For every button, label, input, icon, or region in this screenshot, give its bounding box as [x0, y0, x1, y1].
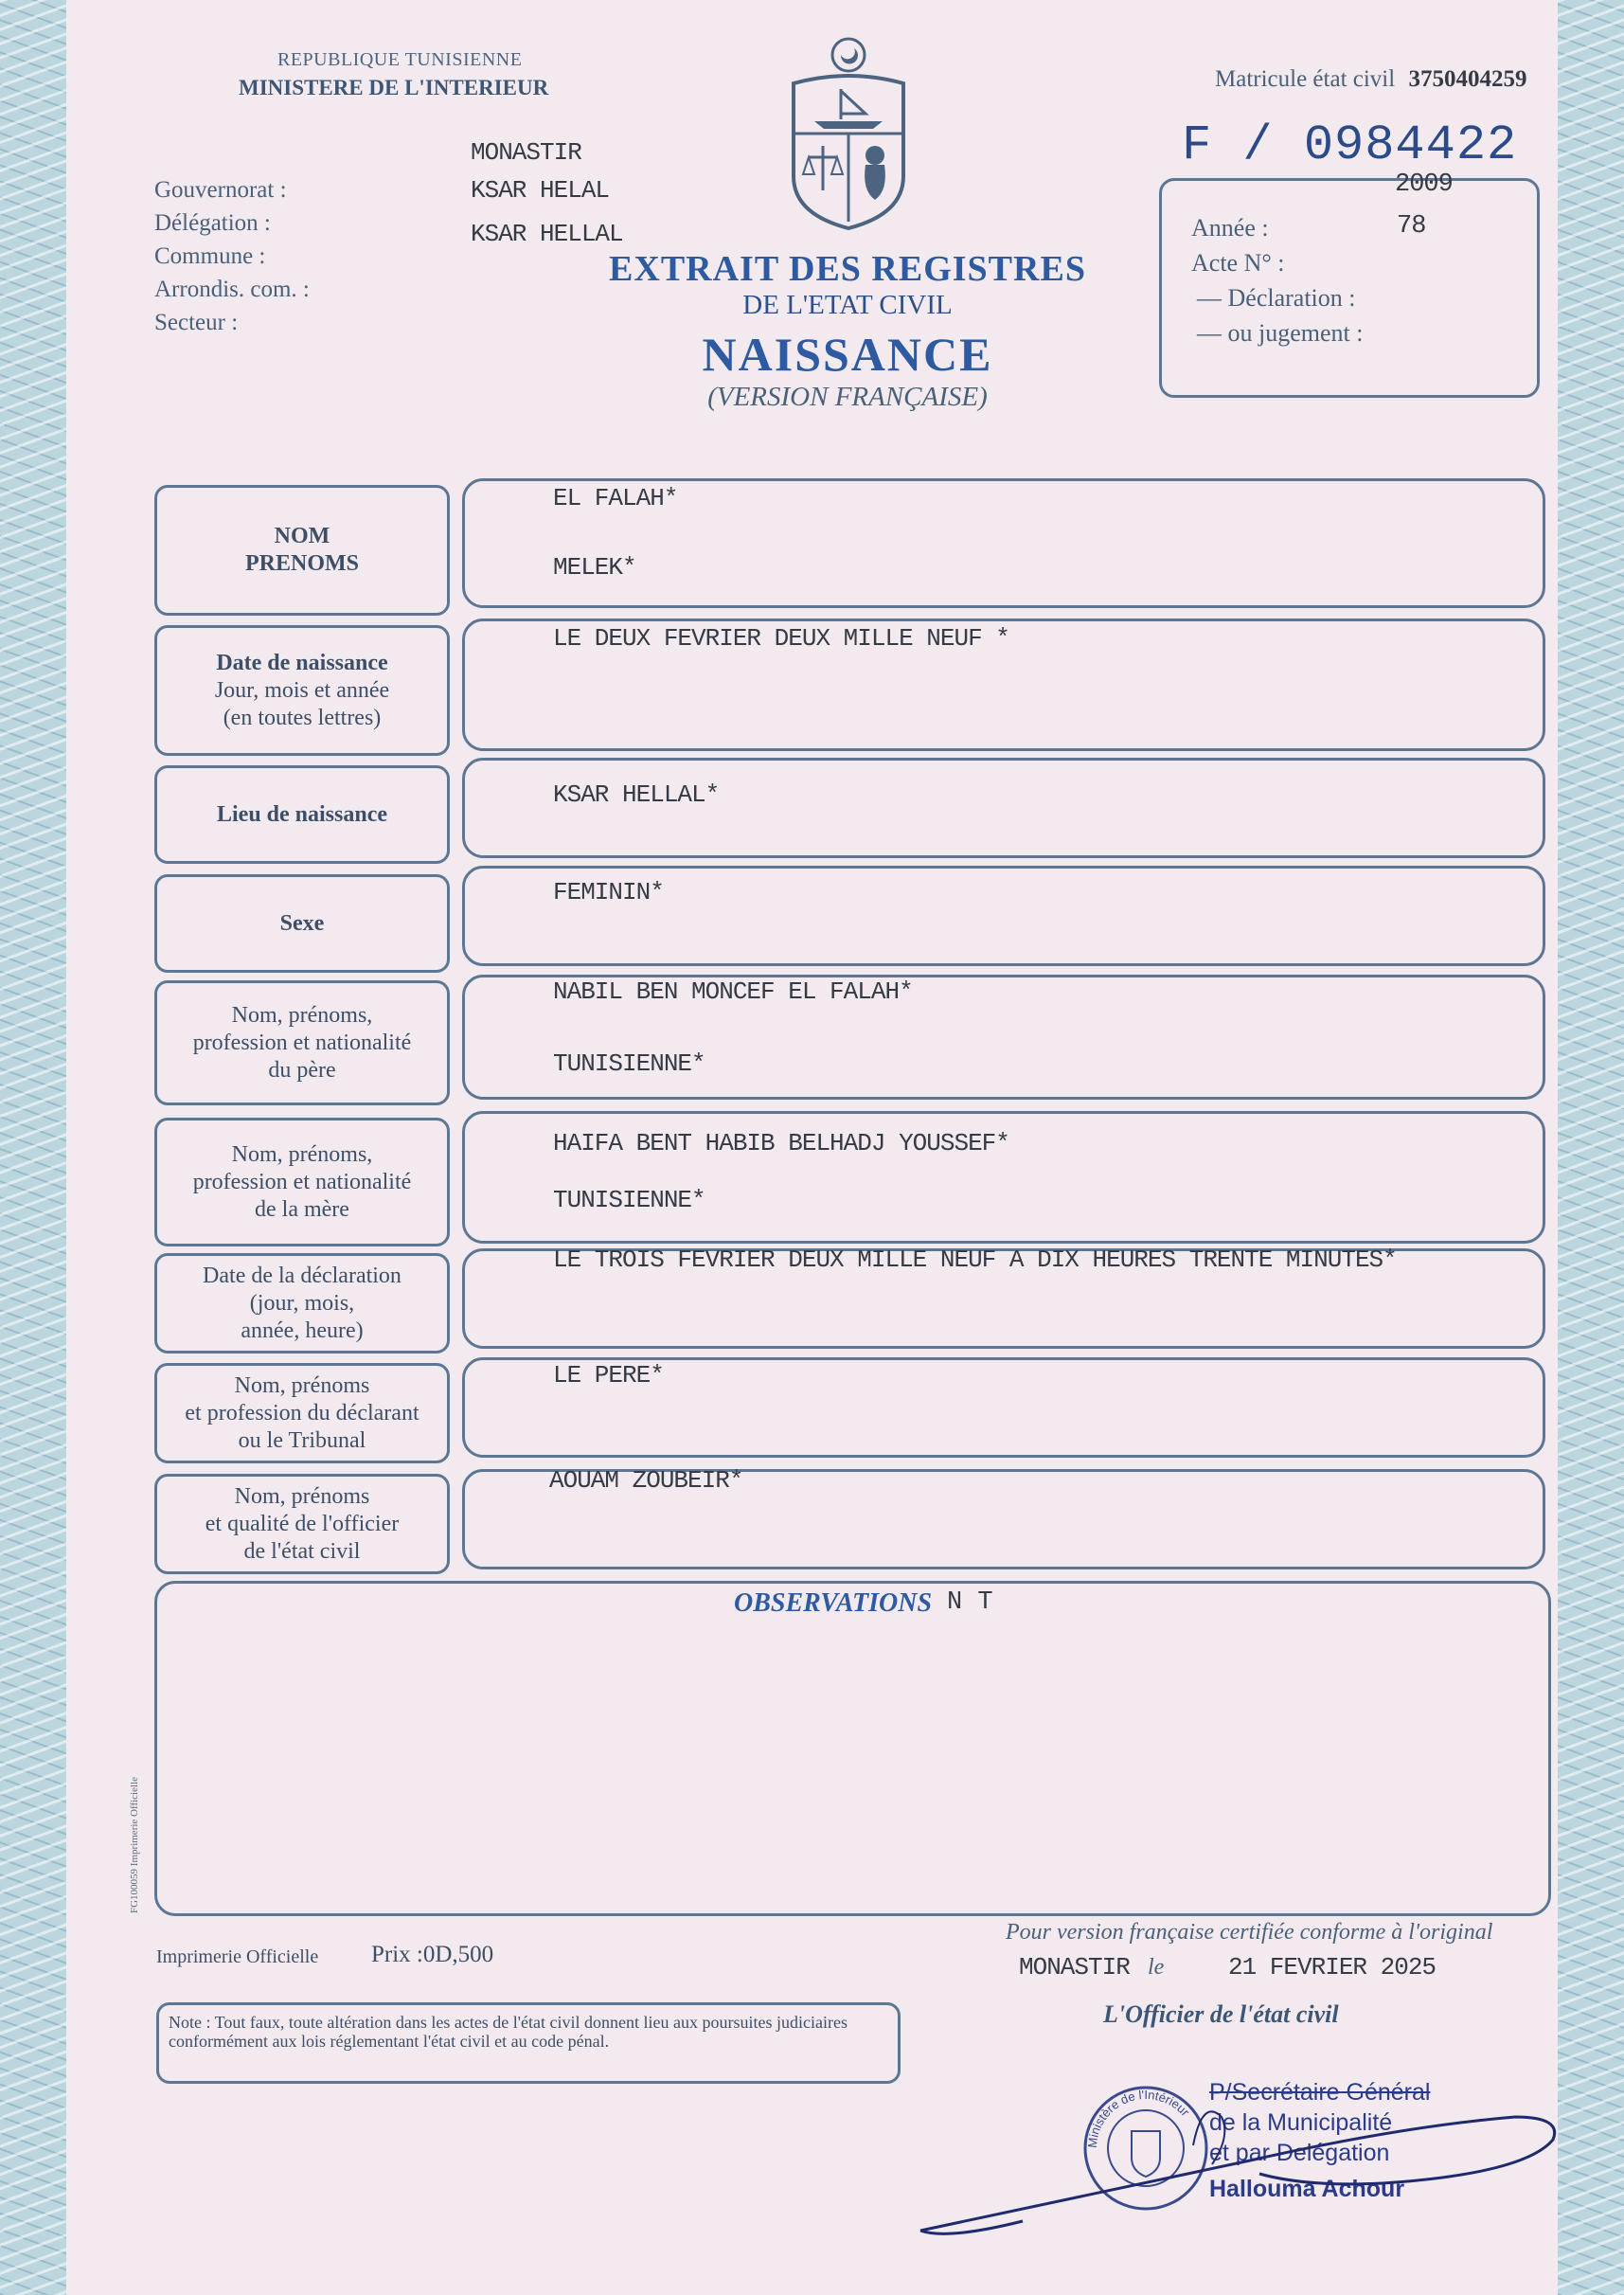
jugement-label: — ou jugement : — [1197, 319, 1364, 347]
place-value: MONASTIR — [1019, 1953, 1130, 1981]
mere-nationalite-value: TUNISIENNE* — [553, 1186, 705, 1214]
handwritten-signature-icon — [909, 2079, 1572, 2250]
label-date-naissance: Date de naissance Jour, mois et année (en toutes lettres) — [154, 625, 450, 756]
matricule-value: 3750404259 — [1408, 66, 1527, 92]
matricule-label: Matricule état civil — [1215, 66, 1396, 92]
acte-number-value: 78 — [1397, 212, 1426, 241]
date-value: 21 FEVRIER 2025 — [1228, 1953, 1437, 1981]
imprimerie-label: Imprimerie Officielle — [156, 1946, 319, 1967]
commune-value: KSAR HELLAL — [471, 220, 623, 248]
certification-text: Pour version française certifiée conforme à l'original — [1006, 1920, 1493, 1945]
stamp-line-2: de la Municipalité — [1209, 2109, 1393, 2136]
document-title: EXTRAIT DES REGISTRES — [609, 249, 1086, 289]
label-pere: Nom, prénoms, profession et nationalité du père — [154, 980, 450, 1105]
observations-title: OBSERVATIONS — [734, 1588, 933, 1618]
version-label: (VERSION FRANÇAISE) — [707, 382, 988, 412]
republic-label: REPUBLIQUE TUNISIENNE — [277, 49, 523, 70]
pere-value: NABIL BEN MONCEF EL FALAH* — [553, 977, 913, 1006]
observations-box — [154, 1581, 1551, 1916]
mere-value: HAIFA BENT HABIB BELHADJ YOUSSEF* — [553, 1129, 1009, 1157]
label-officier: Nom, prénoms et qualité de l'officier de l'état civil — [154, 1474, 450, 1574]
document-subtitle: DE L'ETAT CIVIL — [742, 290, 953, 320]
annee-label: Année : — [1191, 214, 1269, 242]
prenoms-value: MELEK* — [553, 553, 636, 582]
commune-label: Commune : — [154, 243, 266, 269]
delegation-value: KSAR HELAL — [471, 176, 610, 205]
ministry-label: MINISTERE DE L'INTERIEUR — [239, 76, 549, 99]
officier-value: AOUAM ZOUBEIR* — [549, 1466, 743, 1495]
legal-note-text: Note : Tout faux, toute altération dans les actes de l'état civil donnent lieu aux poursuites judiciaires conformément aux lois réglementant l'état civil et au code pénal. — [169, 2013, 848, 2051]
arrondis-label: Arrondis. com. : — [154, 277, 310, 302]
naissance-title: NAISSANCE — [702, 328, 993, 381]
label-date-declaration: Date de la déclaration (jour, mois, année, heure) — [154, 1253, 450, 1354]
gouvernorat-value: MONASTIR — [471, 138, 581, 167]
prix-label: Prix :0D,500 — [371, 1942, 494, 1967]
stamp-signatory: Hallouma Achour — [1209, 2176, 1405, 2202]
label-mere: Nom, prénoms, profession et nationalité de la mère — [154, 1118, 450, 1246]
stamp-ring-text: Ministère de l'Intérieur — [1084, 2087, 1193, 2149]
stamp-line-1: P/Secrétaire Général — [1209, 2079, 1431, 2106]
label-declarant: Nom, prénoms et profession du déclarant ou le Tribunal — [154, 1363, 450, 1463]
acte-number-label: Acte N° : — [1191, 249, 1285, 277]
annee-value: 2009 — [1395, 170, 1453, 199]
secteur-label: Secteur : — [154, 310, 239, 335]
officier-title: L'Officier de l'état civil — [1103, 2000, 1339, 2028]
gouvernorat-label: Gouvernorat : — [154, 177, 287, 203]
observations-mark: N T — [947, 1588, 993, 1617]
declarant-value: LE PERE* — [553, 1361, 664, 1390]
legal-note-box — [156, 2002, 901, 2084]
side-print-code: FG100059 Imprimerie Officielle — [129, 1777, 140, 1913]
le-label: le — [1148, 1955, 1165, 1980]
stamp-line-3: et par Delégation — [1209, 2140, 1390, 2166]
nom-value: EL FALAH* — [553, 484, 678, 512]
label-sexe: Sexe — [154, 874, 450, 973]
lieu-naissance-value: KSAR HELLAL* — [553, 780, 720, 809]
date-naissance-value: LE DEUX FEVRIER DEUX MILLE NEUF * — [553, 624, 1009, 653]
delegation-label: Délégation : — [154, 210, 271, 236]
serial-number: F / 0984422 — [1182, 117, 1518, 173]
declaration-label: — Déclaration : — [1197, 284, 1356, 312]
sexe-value: FEMININ* — [553, 878, 664, 906]
decorative-border-left — [0, 0, 66, 2295]
label-nom-prenoms: NOM PRENOMS — [154, 485, 450, 616]
tunisia-coat-of-arms-icon — [782, 34, 915, 233]
date-declaration-value: LE TROIS FEVRIER DEUX MILLE NEUF A DIX HEURES TRENTE MINUTES* — [553, 1246, 1397, 1274]
decorative-border-right — [1558, 0, 1624, 2295]
pere-nationalite-value: TUNISIENNE* — [553, 1049, 705, 1078]
label-lieu-naissance: Lieu de naissance — [154, 765, 450, 864]
